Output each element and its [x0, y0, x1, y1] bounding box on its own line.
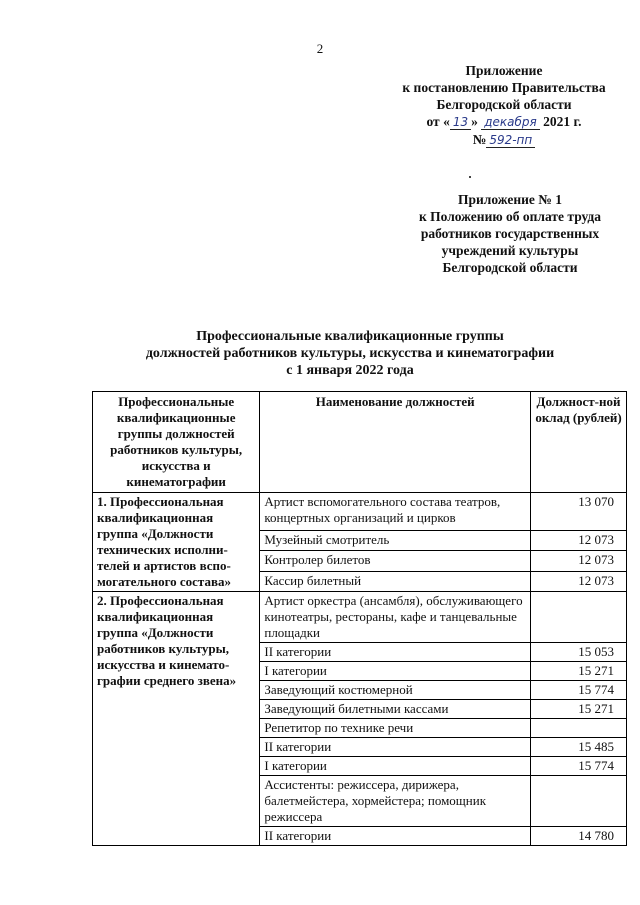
speck — [469, 176, 471, 178]
position-cell: II категории — [260, 827, 531, 846]
position-cell: I категории — [260, 662, 531, 681]
appendix-1-line: работников государственных — [420, 226, 600, 241]
salary-cell: 15 774 — [531, 681, 627, 700]
salary-cell: 15 485 — [531, 738, 627, 757]
header-salary: Должност-ной оклад (рублей) — [531, 392, 627, 493]
salary-cell — [531, 592, 627, 643]
salary-cell: 15 053 — [531, 643, 627, 662]
date-year: 2021 г. — [543, 114, 582, 129]
table-row — [93, 592, 627, 643]
table-header-row — [93, 392, 627, 493]
position-cell: II категории — [260, 643, 531, 662]
header-line: Приложение — [465, 63, 543, 78]
document-title — [100, 328, 600, 379]
position-cell: Артист вспомогательного состава театров, концертных организаций и цирков — [260, 493, 531, 531]
salary-cell: 15 271 — [531, 662, 627, 681]
title-line: Профессиональные квалификационные группы — [196, 329, 504, 344]
number-value: 592-пп — [486, 133, 535, 148]
salary-cell — [531, 719, 627, 738]
salary-cell: 12 073 — [531, 571, 627, 591]
appendix-1-line: к Положению об оплате труда — [418, 209, 602, 224]
appendix-1-header — [392, 191, 628, 276]
date-prefix: от « — [426, 114, 450, 129]
header-position: Наименование должностей — [260, 392, 531, 493]
group-name-cell: 2. Профессиональная квалификационная группа «Должности работников культуры, искусства и кинемато-графии среднего звена» — [93, 592, 260, 846]
salary-cell: 12 073 — [531, 530, 627, 550]
position-cell: Репетитор по технике речи — [260, 719, 531, 738]
position-cell: II категории — [260, 738, 531, 757]
appendix-1-line: Белгородской области — [442, 260, 578, 275]
salary-table — [92, 391, 627, 846]
position-cell: Контролер билетов — [260, 551, 531, 571]
position-cell: Музейный смотритель — [260, 530, 531, 550]
position-cell: Заведующий костюмерной — [260, 681, 531, 700]
number-prefix: № — [472, 132, 487, 147]
group-name-cell: 1. Профессиональная квалификационная группа «Должности технических исполни-телей и артистов вспо-могательного состава» — [93, 493, 260, 592]
salary-cell: 15 774 — [531, 757, 627, 776]
title-line: с 1 января 2022 года — [286, 363, 414, 378]
date-day: 13 — [450, 115, 471, 130]
salary-cell — [531, 776, 627, 827]
header-line: Белгородской области — [436, 97, 572, 112]
salary-cell: 15 271 — [531, 700, 627, 719]
salary-cell: 12 073 — [531, 551, 627, 571]
position-cell: Заведующий билетными кассами — [260, 700, 531, 719]
date-month: декабря — [481, 115, 540, 130]
header-number-line — [380, 131, 628, 149]
table-row — [93, 493, 627, 531]
salary-cell: 13 070 — [531, 493, 627, 531]
position-cell: I категории — [260, 757, 531, 776]
position-cell: Артист оркестра (ансамбля), обслуживающего кинотеатры, рестораны, кафе и танцевальные площадки — [260, 592, 531, 643]
page-number: 2 — [316, 41, 324, 56]
position-cell: Кассир билетный — [260, 571, 531, 591]
position-cell: Ассистенты: режиссера, дирижера, балетмейстера, хормейстера; помощник режиссера — [260, 776, 531, 827]
title-line: должностей работников культуры, искусства и кинематографии — [145, 346, 555, 361]
salary-cell: 14 780 — [531, 827, 627, 846]
date-mid: » — [471, 114, 478, 129]
header-line: к постановлению Правительства — [402, 80, 606, 95]
header-date-line — [380, 113, 628, 131]
appendix-1-line: учреждений культуры — [441, 243, 579, 258]
appendix-1-line: Приложение № 1 — [458, 192, 562, 207]
resolution-appendix-header — [380, 62, 628, 149]
header-group: Профессиональные квалификационные группы должностей работников культуры, искусства и кинематографии — [93, 392, 260, 493]
